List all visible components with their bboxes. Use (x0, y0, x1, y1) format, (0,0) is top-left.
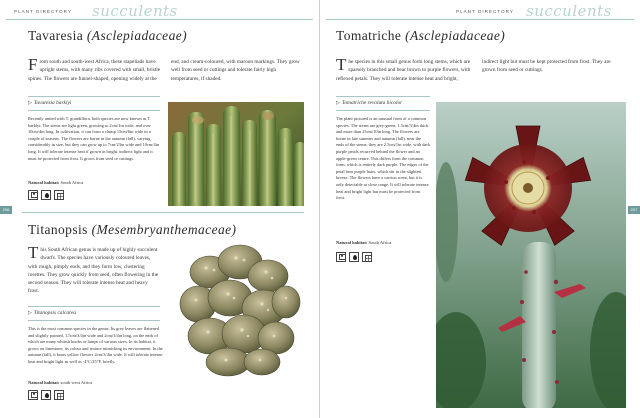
tavaresia-species: Tavaresia barklyi (33, 100, 72, 106)
triangle-bullet-icon: ▷ (28, 310, 32, 316)
titanopsis-photo (170, 232, 304, 382)
header-chapter-title: succulents (92, 2, 178, 20)
habitat-label: Natural habitat: (28, 180, 60, 185)
tavaresia-habitat (28, 180, 83, 185)
titanopsis-species: Titanopsis calcarea (33, 310, 77, 316)
tomatriche-family: (Asclepiadaceae) (405, 28, 506, 43)
drop-icon (41, 390, 51, 400)
tavaresia-photo (168, 102, 304, 206)
titanopsis-species-heading (28, 310, 76, 316)
window-icon (362, 252, 372, 262)
page-number-right: 207 (628, 206, 640, 214)
left-header (6, 4, 313, 20)
habitat-label: Natural habitat: (28, 380, 60, 385)
titanopsis-body: This is the most common species in the genus. Its grey leaves are flattened and slightly pointed, 1.5cm/3/4in wide and 2cm/3/4in long, on the ends of which are many whitish knobs or lumps of various sizes. In its habitat, it grows on limestone, its colour and texture mimicking its environment. In the autumn (fall), it bears yellow flowers 2cm/3/4in wide. It will tolerate intense heat and bright light as well as -4°C/25°F, briefly. (28, 326, 163, 364)
tomatriche-species: Tomatriche revoluta bicolor (341, 100, 403, 106)
habitat-value: South Africa (368, 240, 392, 245)
tavaresia-body: Recently united with T. grandiflora, both species are now known as T. barklyi. The stems are light green, growing to 2cm/1in wide, and over 10cm/4in long. In cultivation, it can form a clump 15cm/6in wide in a couple of seasons. The flowers are borne in the autumn (fall), varying considerably in size, but they can grow up to 7cm/23in wide and 10cm/4in long. It will tolerate intense heat if grown in bright, indirect light and it must be protected from frost. It grows from seed or cuttings. (28, 116, 160, 161)
tomatriche-title (336, 28, 505, 44)
titanopsis-family: (Mesembryanthemaceae) (91, 222, 237, 237)
tomatriche-care-icons (336, 252, 372, 262)
drop-icon (41, 190, 51, 200)
divider (28, 320, 160, 321)
triangle-bullet-icon: ▷ (28, 100, 32, 106)
divider (28, 306, 160, 307)
titanopsis-habitat (28, 380, 92, 385)
divider (336, 96, 430, 97)
tavaresia-family: (Asclepiadaceae) (86, 28, 188, 43)
habitat-value: south-west Africa (60, 380, 93, 385)
tomatriche-species-heading (336, 100, 402, 106)
header-section-label: PLANT DIRECTORY (456, 9, 514, 14)
divider (336, 110, 430, 111)
window-icon (54, 390, 64, 400)
right-page (320, 0, 640, 418)
pot-icon (28, 190, 38, 200)
tavaresia-genus: Tavaresia (28, 28, 84, 43)
divider (28, 110, 160, 111)
habitat-value: South Africa (60, 180, 84, 185)
titanopsis-care-icons (28, 390, 64, 400)
section-divider (22, 212, 304, 213)
titanopsis-genus: Titanopsis (28, 222, 88, 237)
titanopsis-intro: This South African genus is made up of highly succulent dwarfs. The species have variously coloured leaves, with rough, pimply ends, and they form low, clustering rosettes. They grow quickly from seed, often flowering in the second season. They will tolerate intense heat and heavy frost. (28, 243, 159, 295)
habitat-label: Natural habitat: (336, 240, 368, 245)
tomatriche-photo (436, 102, 626, 408)
tavaresia-intro: From south and south-west Africa, these stapeliads have upright stems, with many ribs covered with small, bristle spines. The flowers are funnel-shaped, opening widely at the end, and cream-coloured, with maroon markings. They grow well from seed or cuttings and tolerate fairly high temperatures, if shaded. (28, 55, 300, 82)
tomatriche-genus: Tomatriche (336, 28, 402, 43)
page-number-left: 206 (0, 206, 12, 214)
window-icon (54, 190, 64, 200)
tomatriche-intro: The species in this small genus form long stems, which are sparsely branched and bear brown to purple flowers, with reflexed petals. They will tolerate intense heat and bright, indirect light but must be kept protected from frost. They are grown from seed or cuttings. (336, 55, 611, 82)
cactus-cluster-image (168, 102, 304, 206)
divider (28, 96, 160, 97)
tavaresia-species-heading (28, 100, 71, 106)
header-section-label: PLANT DIRECTORY (14, 9, 72, 14)
triangle-bullet-icon: ▷ (336, 100, 340, 106)
tomatriche-habitat (336, 240, 391, 245)
rosette-succulent-image (170, 232, 304, 382)
tomatriche-body: The plant pictured is an unusual form of a common species. The stems are grey-green, 1.5cm/3/4in thick and more than 25cm/10in long. The flowers are borne in late summer and autumn (fall), near the ends of the stems; they are 2.5cm/1in wide, with dark purple petals recurved behind the flower and an apple-green centre. This differs from the common form, which is entirely dark purple. The edges of the petal bear purple hairs, which stir in the slightest breeze. The flowers have a carrion scent, but it is only detectable at close range. It will tolerate intense heat and bright light but must be protected from frost. (336, 116, 431, 201)
drop-icon (349, 252, 359, 262)
star-flower-image (436, 102, 626, 408)
pot-icon (336, 252, 346, 262)
tavaresia-title (28, 28, 187, 44)
header-chapter-title: succulents (526, 2, 612, 20)
tavaresia-care-icons (28, 190, 64, 200)
right-header (326, 4, 634, 20)
pot-icon (28, 390, 38, 400)
